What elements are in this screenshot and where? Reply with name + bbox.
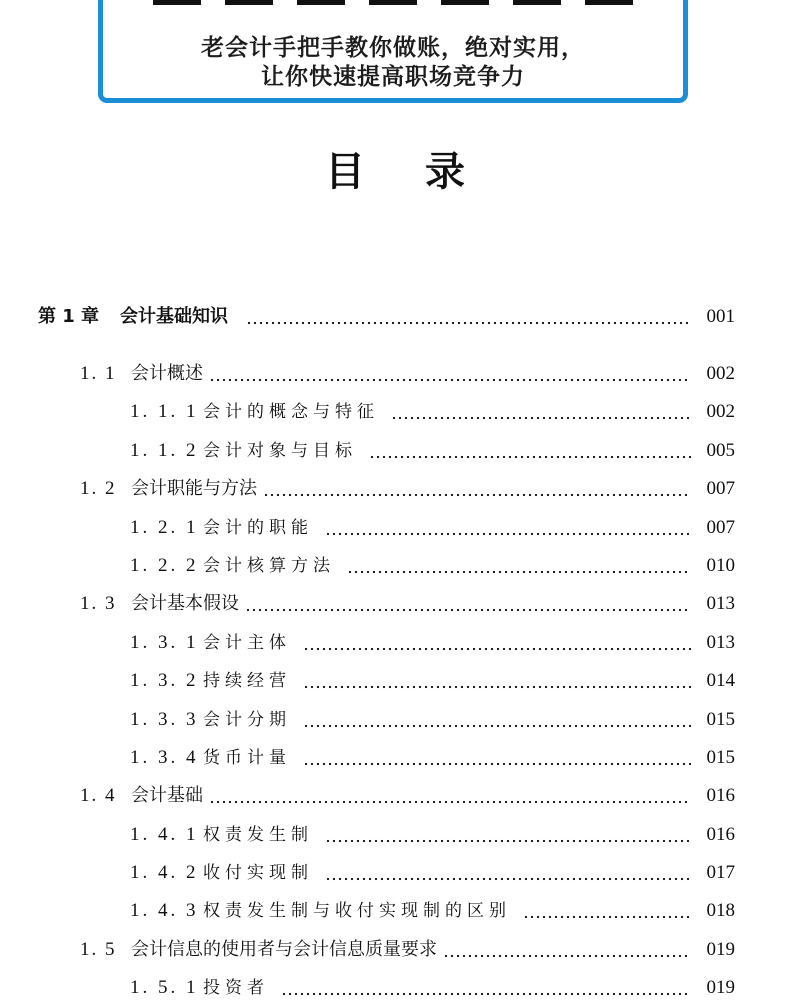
dot-leader <box>245 595 691 613</box>
toc-entry-page-number: 014 <box>706 670 735 691</box>
toc-entry-number: 1. 3. 1 <box>130 632 199 653</box>
toc-entry-page-number: 002 <box>706 401 735 422</box>
dot-leader <box>391 403 691 421</box>
dot-leader <box>209 365 691 383</box>
toc-entry-page-number: 013 <box>706 593 735 614</box>
toc-entry-number: 1. 3 <box>80 593 117 614</box>
dot-leader <box>303 749 691 767</box>
toc-entry-sub[interactable] <box>130 976 735 1000</box>
toc-entry-sub[interactable] <box>130 516 735 540</box>
toc-entry-sub[interactable] <box>130 400 735 424</box>
dot-leader <box>303 634 691 652</box>
toc-entry-page-number: 007 <box>706 517 735 538</box>
toc-entry-title: 货币计量 <box>203 748 291 768</box>
toc-entry-page-number: 010 <box>706 555 735 576</box>
toc-entry-page-number: 001 <box>706 306 735 327</box>
banner-tagline-line2: 让你快速提高职场竞争力 <box>261 64 525 90</box>
toc-entry-sub[interactable] <box>130 631 735 655</box>
toc-entry-title: 会计信息的使用者与会计信息质量要求 <box>131 939 437 960</box>
toc-entry-number: 1. 3. 3 <box>130 709 199 730</box>
toc-entry-title: 会计分期 <box>203 710 291 730</box>
toc-entry-number: 1. 4. 1 <box>130 824 199 845</box>
toc-entry-title: 持续经营 <box>203 671 291 691</box>
toc-entry-section[interactable] <box>80 362 735 386</box>
toc-entry-number: 1. 5. 1 <box>130 977 199 998</box>
toc-entry-section[interactable] <box>80 592 735 616</box>
dot-leader <box>303 672 691 690</box>
toc-entry-page-number: 016 <box>706 785 735 806</box>
toc-entry-sub[interactable] <box>130 823 735 847</box>
toc-entry-number: 1. 1. 2 <box>130 440 199 461</box>
toc-entry-title: 会计职能与方法 <box>131 478 257 499</box>
dot-leader <box>523 902 691 920</box>
toc-entry-title: 会计的概念与特征 <box>203 402 379 422</box>
dot-leader <box>443 941 691 959</box>
toc-entry-title: 收付实现制 <box>203 863 313 883</box>
toc-entry-page-number: 019 <box>706 939 735 960</box>
toc-entry-title: 会计主体 <box>203 633 291 653</box>
toc-entry-number: 1. 3. 2 <box>130 670 199 691</box>
toc-entry-number: 1. 4. 2 <box>130 862 199 883</box>
toc-entry-number: 1. 4 <box>80 785 117 806</box>
toc-entry-sub[interactable] <box>130 439 735 463</box>
toc-entry-sub[interactable] <box>130 669 735 693</box>
toc-entry-page-number: 018 <box>706 900 735 921</box>
toc-entry-title: 权责发生制 <box>203 825 313 845</box>
dot-leader <box>325 826 691 844</box>
toc-entry-page-number: 015 <box>706 747 735 768</box>
toc-entry-chapter[interactable] <box>38 305 735 329</box>
toc-entry-title: 会计概述 <box>131 363 203 384</box>
toc-entry-page-number: 013 <box>706 632 735 653</box>
toc-entry-title: 会计基础知识 <box>120 306 228 327</box>
toc-entry-title: 会计对象与目标 <box>203 441 357 461</box>
toc-entry-title: 会计的职能 <box>203 518 313 538</box>
dot-leader <box>303 711 691 729</box>
toc-entry-number: 1. 5 <box>80 939 117 960</box>
banner-tagline-line1: 老会计手把手教你做账，绝对实用， <box>201 35 585 61</box>
toc-entry-number: 1. 2 <box>80 478 117 499</box>
toc-entry-number: 第 1 章 <box>38 306 100 327</box>
toc-entry-page-number: 016 <box>706 824 735 845</box>
toc-entry-page-number: 017 <box>706 862 735 883</box>
dot-leader <box>246 308 691 326</box>
toc-entry-page-number: 005 <box>706 440 735 461</box>
toc-entry-sub[interactable] <box>130 746 735 770</box>
toc-entry-number: 1. 3. 4 <box>130 747 199 768</box>
toc-entry-title: 权责发生制与收付实现制的区别 <box>203 901 511 921</box>
toc-entry-number: 1. 2. 2 <box>130 555 199 576</box>
toc-entry-number: 1. 1 <box>80 363 117 384</box>
toc-entry-title: 会计基本假设 <box>131 593 239 614</box>
toc-entry-sub[interactable] <box>130 554 735 578</box>
toc-entry-number: 1. 2. 1 <box>130 517 199 538</box>
dot-leader <box>281 979 691 997</box>
toc-entry-page-number: 019 <box>706 977 735 998</box>
dot-leader <box>263 480 691 498</box>
toc-entry-title: 会计核算方法 <box>203 556 335 576</box>
toc-entry-page-number: 002 <box>706 363 735 384</box>
toc-entry-number: 1. 1. 1 <box>130 401 199 422</box>
toc-entry-sub[interactable] <box>130 899 735 923</box>
toc-entry-page-number: 007 <box>706 478 735 499</box>
toc-entry-number: 1. 4. 3 <box>130 900 199 921</box>
toc-entry-title: 投资者 <box>203 978 269 998</box>
toc-entry-sub[interactable] <box>130 861 735 885</box>
dot-leader <box>325 519 691 537</box>
toc-entry-section[interactable] <box>80 477 735 501</box>
toc-entry-sub[interactable] <box>130 708 735 732</box>
toc-entry-page-number: 015 <box>706 709 735 730</box>
dot-leader <box>209 787 691 805</box>
toc-heading: 目录 <box>325 149 525 195</box>
dot-leader <box>347 557 691 575</box>
toc-entry-title: 会计基础 <box>131 785 203 806</box>
dot-leader <box>325 864 691 882</box>
dot-leader <box>369 442 691 460</box>
toc-entry-section[interactable] <box>80 784 735 808</box>
toc-entry-section[interactable] <box>80 938 735 962</box>
